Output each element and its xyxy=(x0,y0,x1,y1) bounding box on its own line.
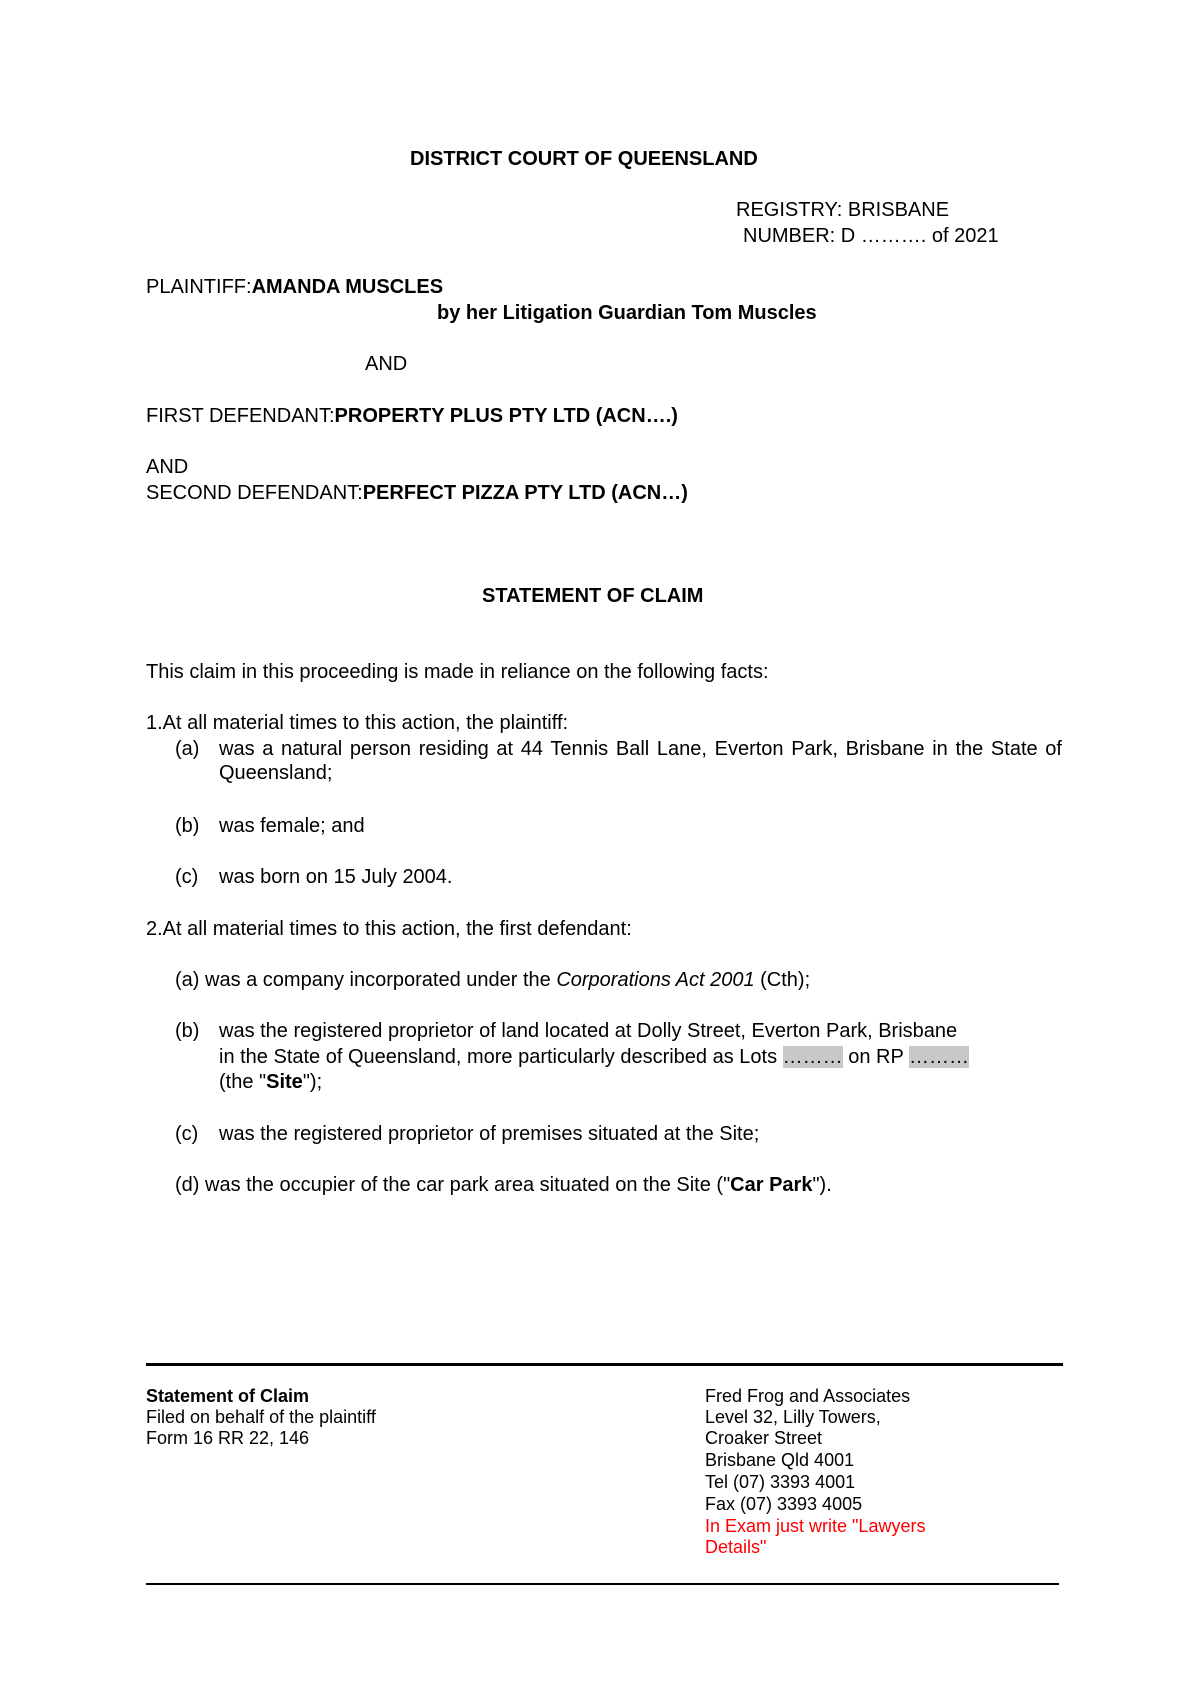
plaintiff-line xyxy=(146,275,443,299)
para1-c-text: was born on 15 July 2004. xyxy=(219,866,453,888)
plaintiff-label: PLAINTIFF: xyxy=(146,276,252,298)
para2-b-line2 xyxy=(219,1045,969,1069)
para2-b-line2-pre: in the State of Queensland, more particularly described as Lots xyxy=(219,1046,783,1068)
court-title: DISTRICT COURT OF QUEENSLAND xyxy=(410,148,758,170)
second-defendant-name: PERFECT PIZZA PTY LTD (ACN…) xyxy=(362,482,688,504)
footer-fax: Fax (07) 3393 4005 xyxy=(705,1494,863,1514)
para2-b-line1: was the registered proprietor of land located at Dolly Street, Everton Park, Brisbane xyxy=(219,1020,958,1042)
para2-d-line xyxy=(175,1173,832,1197)
document-title: STATEMENT OF CLAIM xyxy=(482,585,704,607)
footer-firm: Fred Frog and Associates xyxy=(705,1386,911,1406)
para2-b-line3-pre: (the " xyxy=(219,1071,267,1093)
para2-a-line xyxy=(175,968,810,992)
para2-b-line3 xyxy=(219,1070,322,1094)
para1-lead: 1.At all material times to this action, the plaintiff: xyxy=(146,712,569,734)
footer-address-3: Brisbane Qld 4001 xyxy=(705,1450,855,1470)
and-separator-2: AND xyxy=(146,456,189,478)
act-name: Corporations Act 2001 xyxy=(556,969,755,991)
para2-b-line3-post: "); xyxy=(302,1071,323,1093)
para1-b-text: was female; and xyxy=(219,815,365,837)
para2-a-post: (Cth); xyxy=(754,969,811,991)
footer-top-rule xyxy=(146,1363,1063,1366)
footer-filed-by: Filed on behalf of the plaintiff xyxy=(146,1407,376,1427)
first-defendant-line xyxy=(146,404,678,428)
second-defendant-line xyxy=(146,481,688,505)
lots-blank: ……… xyxy=(782,1046,843,1068)
footer-address-1: Level 32, Lilly Towers, xyxy=(705,1407,881,1427)
and-separator-1: AND xyxy=(365,353,408,375)
para1-a-label: (a) xyxy=(175,738,200,760)
footer-exam-note-2: Details" xyxy=(705,1537,767,1557)
plaintiff-name: AMANDA MUSCLES xyxy=(251,276,444,298)
second-defendant-label: SECOND DEFENDANT: xyxy=(146,482,363,504)
site-defined-term: Site xyxy=(266,1071,303,1093)
rp-blank: ……… xyxy=(909,1046,969,1068)
para2-a-pre: (a) was a company incorporated under the xyxy=(175,969,557,991)
para2-c-text: was the registered proprietor of premises situated at the Site; xyxy=(219,1123,760,1145)
para1-b-label: (b) xyxy=(175,815,200,837)
para2-b-line2-mid: on RP xyxy=(842,1046,909,1068)
para1-c-label: (c) xyxy=(175,866,199,888)
registry: REGISTRY: BRISBANE xyxy=(736,199,950,221)
case-number: NUMBER: D ………. of 2021 xyxy=(743,225,999,247)
first-defendant-name: PROPERTY PLUS PTY LTD (ACN….) xyxy=(334,405,678,427)
intro-text: This claim in this proceeding is made in reliance on the following facts: xyxy=(146,661,769,683)
footer-tel: Tel (07) 3393 4001 xyxy=(705,1472,856,1492)
litigation-guardian: by her Litigation Guardian Tom Muscles xyxy=(437,302,817,324)
footer-bottom-rule xyxy=(146,1583,1059,1585)
para2-lead: 2.At all material times to this action, the first defendant: xyxy=(146,918,632,940)
footer-address-2: Croaker Street xyxy=(705,1428,823,1448)
footer-exam-note-1: In Exam just write "Lawyers xyxy=(705,1516,926,1536)
para1-a-text: was a natural person residing at 44 Tennis Ball Lane, Everton Park, Brisbane in the State of Queensland; xyxy=(219,738,1062,784)
para2-d-post: "). xyxy=(812,1174,832,1196)
para2-b-label: (b) xyxy=(175,1020,200,1042)
footer-form: Form 16 RR 22, 146 xyxy=(146,1428,310,1448)
para2-d-pre: (d) was the occupier of the car park area situated on the Site (" xyxy=(175,1174,731,1196)
footer-doc-title: Statement of Claim xyxy=(146,1386,310,1406)
first-defendant-label: FIRST DEFENDANT: xyxy=(146,405,335,427)
car-park-defined-term: Car Park xyxy=(730,1174,813,1196)
para2-c-label: (c) xyxy=(175,1123,199,1145)
